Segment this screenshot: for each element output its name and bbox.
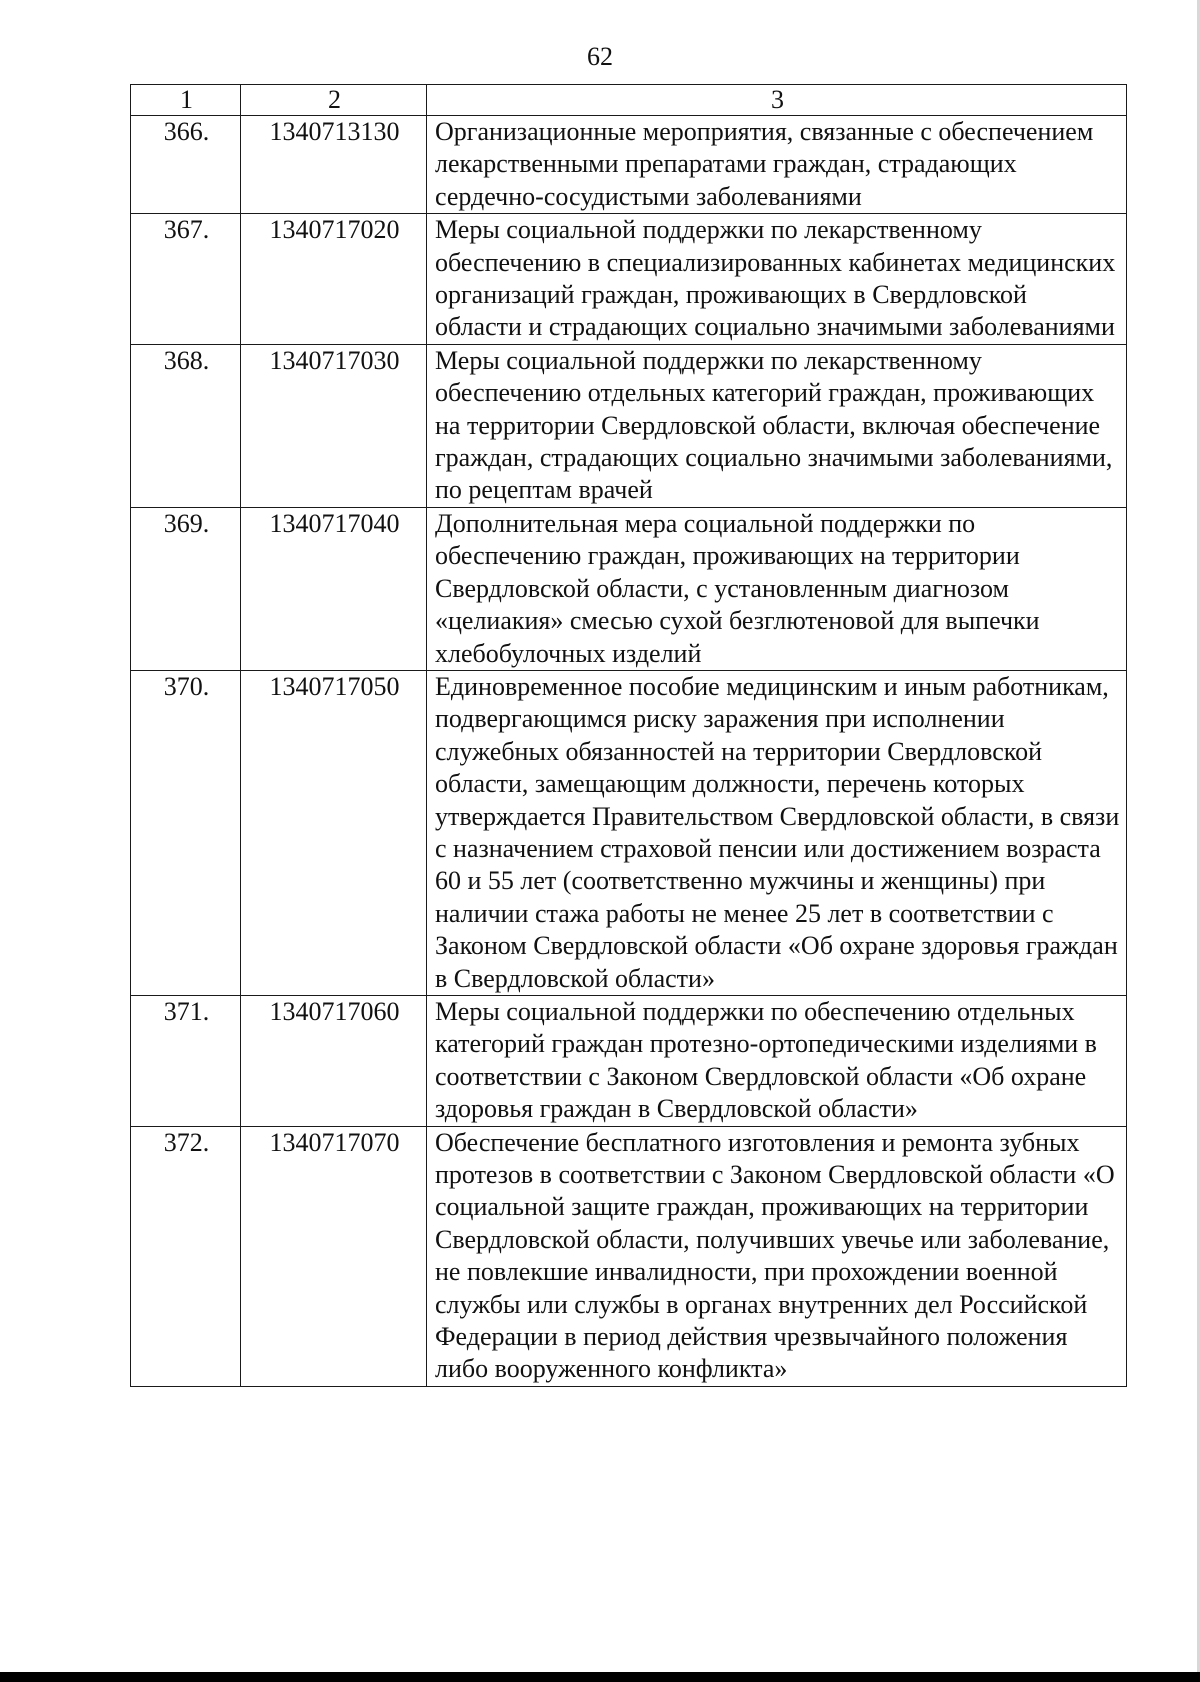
budget-classification-table <box>130 84 1127 1387</box>
table-row <box>131 1126 1127 1386</box>
row-description: Меры социальной поддержки по лекарственному обеспечению в специализированных кабинетах медицинских организаций граждан, проживающих в Свердловской области и страдающих социально значимыми заболеваниями <box>427 214 1127 345</box>
row-description: Меры социальной поддержки по лекарственному обеспечению отдельных категорий граждан, проживающих на территории Свердловской области, включая обеспечение граждан, страдающих социально значимыми заболеваниями, по рецептам врачей <box>427 344 1127 507</box>
column-header-number: 1 <box>131 85 241 116</box>
row-description: Меры социальной поддержки по обеспечению отдельных категорий граждан протезно-ортопедическими изделиями в соответствии с Законом Свердловской области «Об охране здоровья граждан в Свердловской области» <box>427 995 1127 1126</box>
row-number: 366. <box>131 116 241 214</box>
scan-bottom-edge <box>0 1672 1200 1682</box>
table-row <box>131 116 1127 214</box>
row-code: 1340717030 <box>241 344 427 507</box>
row-description: Организационные мероприятия, связанные с обеспечением лекарственными препаратами граждан, страдающих сердечно-сосудистыми заболеваниями <box>427 116 1127 214</box>
row-number: 371. <box>131 995 241 1126</box>
row-description: Дополнительная мера социальной поддержки по обеспечению граждан, проживающих на территории Свердловской области, с установленным диагнозом «целиакия» смесью сухой безглютеновой для выпечки хлебобулочных изделий <box>427 507 1127 670</box>
row-code: 1340713130 <box>241 116 427 214</box>
row-code: 1340717070 <box>241 1126 427 1386</box>
row-number: 367. <box>131 214 241 345</box>
table-row <box>131 670 1127 995</box>
table-row <box>131 214 1127 345</box>
row-code: 1340717050 <box>241 670 427 995</box>
table-header <box>131 85 1127 116</box>
table-body <box>131 116 1127 1387</box>
header-row <box>131 85 1127 116</box>
row-description: Обеспечение бесплатного изготовления и ремонта зубных протезов в соответствии с Законом Свердловской области «О социальной защите граждан, проживающих на территории Свердловской области, получивших увечье или заболевание, не повлекшие инвалидности, при прохождении военной службы или службы в органах внутренних дел Российской Федерации в период действия чрезвычайного положения либо вооруженного конфликта» <box>427 1126 1127 1386</box>
column-header-description: 3 <box>427 85 1127 116</box>
row-code: 1340717020 <box>241 214 427 345</box>
row-number: 369. <box>131 507 241 670</box>
page-number: 62 <box>587 42 613 71</box>
table-row <box>131 995 1127 1126</box>
row-number: 372. <box>131 1126 241 1386</box>
table-row <box>131 507 1127 670</box>
table-row <box>131 344 1127 507</box>
row-number: 368. <box>131 344 241 507</box>
column-header-code: 2 <box>241 85 427 116</box>
row-number: 370. <box>131 670 241 995</box>
row-description: Единовременное пособие медицинским и иным работникам, подвергающимся риску заражения при исполнении служебных обязанностей на территории Свердловской области, замещающим должности, перечень которых утверждается Правительством Свердловской области, в связи с назначением страховой пенсии или достижением возраста 60 и 55 лет (соответственно мужчины и женщины) при наличии стажа работы не менее 25 лет в соответствии с Законом Свердловской области «Об охране здоровья граждан в Свердловской области» <box>427 670 1127 995</box>
row-code: 1340717060 <box>241 995 427 1126</box>
row-code: 1340717040 <box>241 507 427 670</box>
